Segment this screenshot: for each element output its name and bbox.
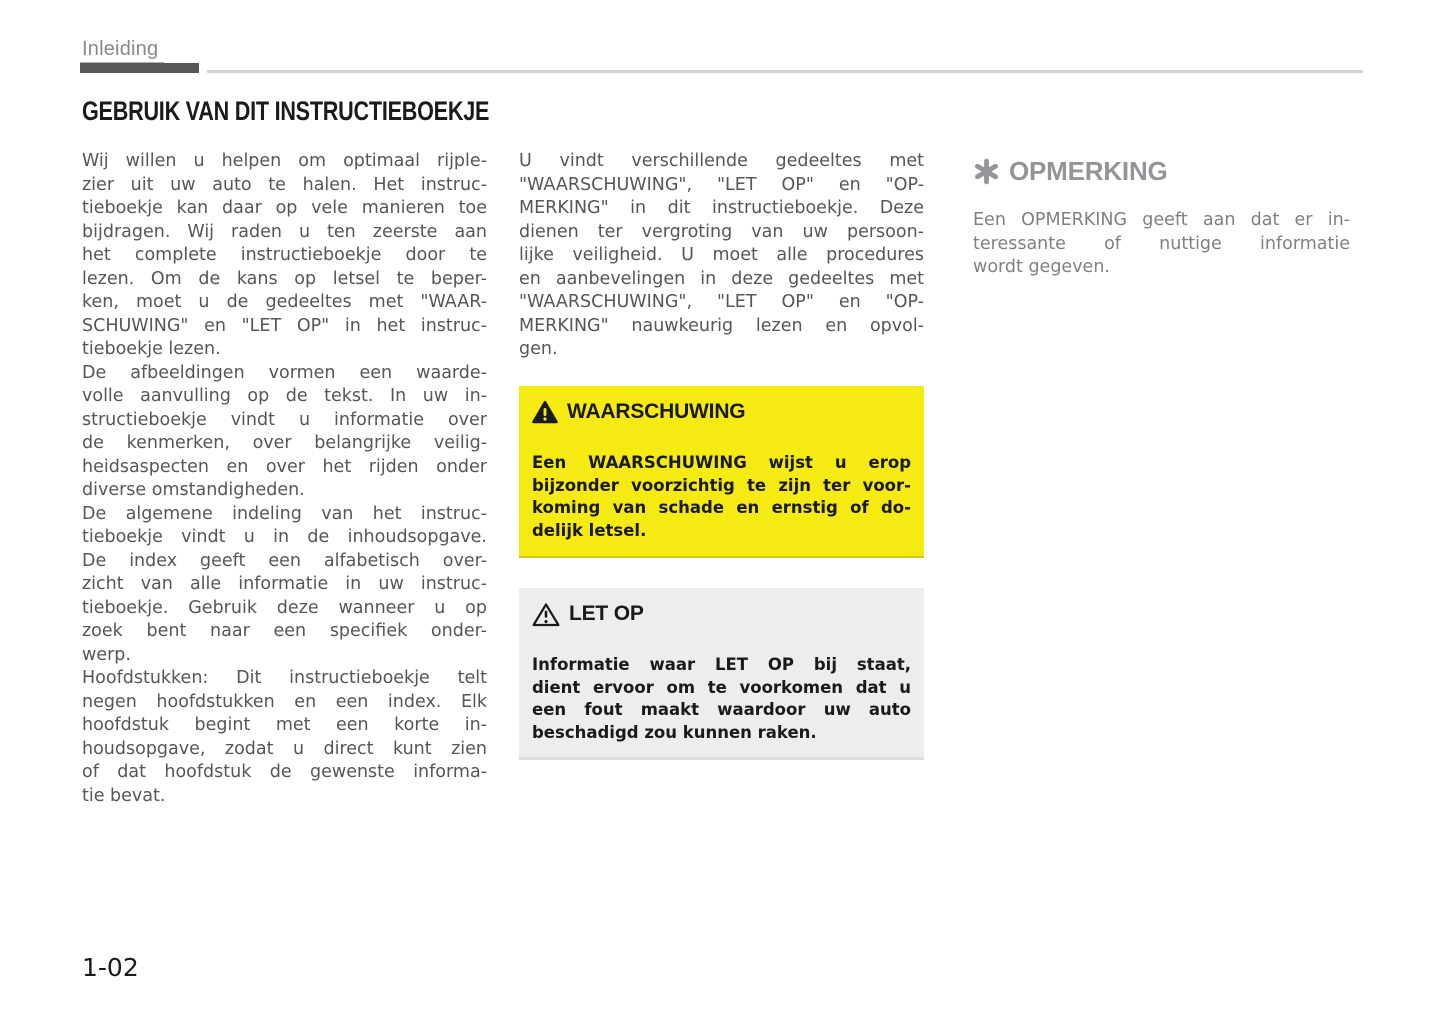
text-line: De afbeeldingen vormen een waarde- (82, 362, 487, 383)
text-line: "WAARSCHUWING", "LET OP" en "OP- (519, 174, 924, 195)
caution-box-body (532, 654, 911, 744)
text-line: dienen ter vergroting van uw persoon- (519, 221, 924, 242)
text-line: bijzonder voorzichtig te zijn ter voor- (532, 475, 911, 495)
text-line: Informatie waar LET OP bij staat, (532, 655, 911, 674)
text-line: volle aanvulling op de tekst. In uw in- (82, 386, 487, 406)
caution-box (519, 588, 924, 760)
text-line: SCHUWING" en "LET OP" in het instruc- (82, 315, 487, 336)
text-line: negen hoofdstukken en een index. Elk (82, 691, 487, 712)
text-line: hoofdstuk begint met een korte in- (82, 715, 487, 735)
header-rule (207, 70, 1363, 73)
text-line: Een OPMERKING geeft aan dat er in- (973, 210, 1350, 230)
text-line: tieboekje lezen. (82, 339, 221, 359)
text-line: U vindt verschillende gedeeltes met (519, 151, 924, 171)
warning-box (519, 386, 924, 558)
text-line: tieboekje vindt u in de inhoudsopgave. (82, 527, 487, 547)
text-line: houdsopgave, zodat u direct kunt zien (82, 738, 487, 759)
text-line: bijdragen. Wij raden u ten zeerste aan (82, 221, 487, 242)
text-line: gen. (519, 339, 558, 359)
page-number: 1-02 (82, 953, 139, 982)
text-line: heidsaspecten en over het rijden onder (82, 456, 487, 477)
text-line: Wij willen u helpen om optimaal rijple- (82, 151, 487, 171)
text-line: wordt gegeven. (973, 257, 1110, 277)
text-line: of dat hoofdstuk de gewenste informa- (82, 762, 487, 782)
text-line: beschadigd zou kunnen raken. (532, 722, 817, 742)
text-line: MERKING" nauwkeurig lezen en opvol- (519, 315, 924, 336)
text-line: zicht van alle informatie in uw instruc- (82, 574, 487, 594)
breadcrumb-bar (80, 63, 199, 73)
text-line: delijk letsel. (532, 520, 647, 540)
note-body (973, 209, 1350, 280)
text-line: De algemene indeling van het instruc- (82, 503, 487, 524)
text-line: een fout maakt waardoor uw auto (532, 700, 911, 719)
note-header (973, 155, 1350, 187)
text-line: structieboekje vindt u informatie over (82, 409, 487, 430)
text-line: tieboekje kan daar op vele manieren toe (82, 198, 487, 218)
page-title: GEBRUIK VAN DIT INSTRUCTIEBOEKJE (82, 96, 490, 126)
note-title: OPMERKING (1009, 155, 1168, 186)
warning-triangle-outline-icon (532, 602, 560, 627)
text-line: "WAARSCHUWING", "LET OP" en "OP- (519, 292, 924, 312)
text-line: de kenmerken, over belangrijke veilig- (82, 433, 487, 453)
text-line: werp. (82, 644, 131, 665)
warning-box-title: WAARSCHUWING (567, 400, 746, 423)
text-line: diverse omstandigheden. (82, 480, 305, 500)
text-line: tieboekje. Gebruik deze wanneer u op (82, 597, 487, 618)
text-line: tie bevat. (82, 785, 166, 806)
text-column-2 (519, 150, 924, 362)
text-line: lezen. Om de kans op letsel te beper- (82, 268, 487, 289)
text-line: en aanbevelingen in deze gedeeltes met (519, 268, 924, 289)
note-section (973, 155, 1350, 280)
text-line: Een WAARSCHUWING wijst u erop (532, 453, 911, 472)
text-line: Hoofdstukken: Dit instructieboekje telt (82, 668, 487, 688)
text-line: De index geeft een alfabetisch over- (82, 550, 487, 571)
text-line: dient ervoor om te voorkomen dat u (532, 677, 911, 697)
text-line: lijke veiligheid. U moet alle procedures (519, 245, 924, 265)
caution-box-header (532, 600, 911, 628)
text-line: teressante of nuttige informatie (973, 233, 1350, 254)
caution-box-title: LET OP (569, 602, 644, 625)
warning-box-body (532, 452, 911, 542)
text-line: ken, moet u de gedeeltes met "WAAR- (82, 292, 487, 312)
text-line: koming van schade en ernstig of do- (532, 498, 911, 517)
asterisk-icon (973, 158, 1000, 185)
text-line: zoek bent naar een specifiek onder- (82, 621, 487, 641)
text-line: zier uit uw auto te halen. Het instruc- (82, 174, 487, 195)
text-line: MERKING" in dit instructieboekje. Deze (519, 198, 924, 218)
warning-triangle-filled-icon (532, 400, 558, 424)
text-column-1 (82, 150, 487, 808)
breadcrumb: Inleiding (82, 38, 159, 60)
text-line: het complete instructieboekje door te (82, 245, 487, 265)
warning-box-header (532, 398, 911, 426)
